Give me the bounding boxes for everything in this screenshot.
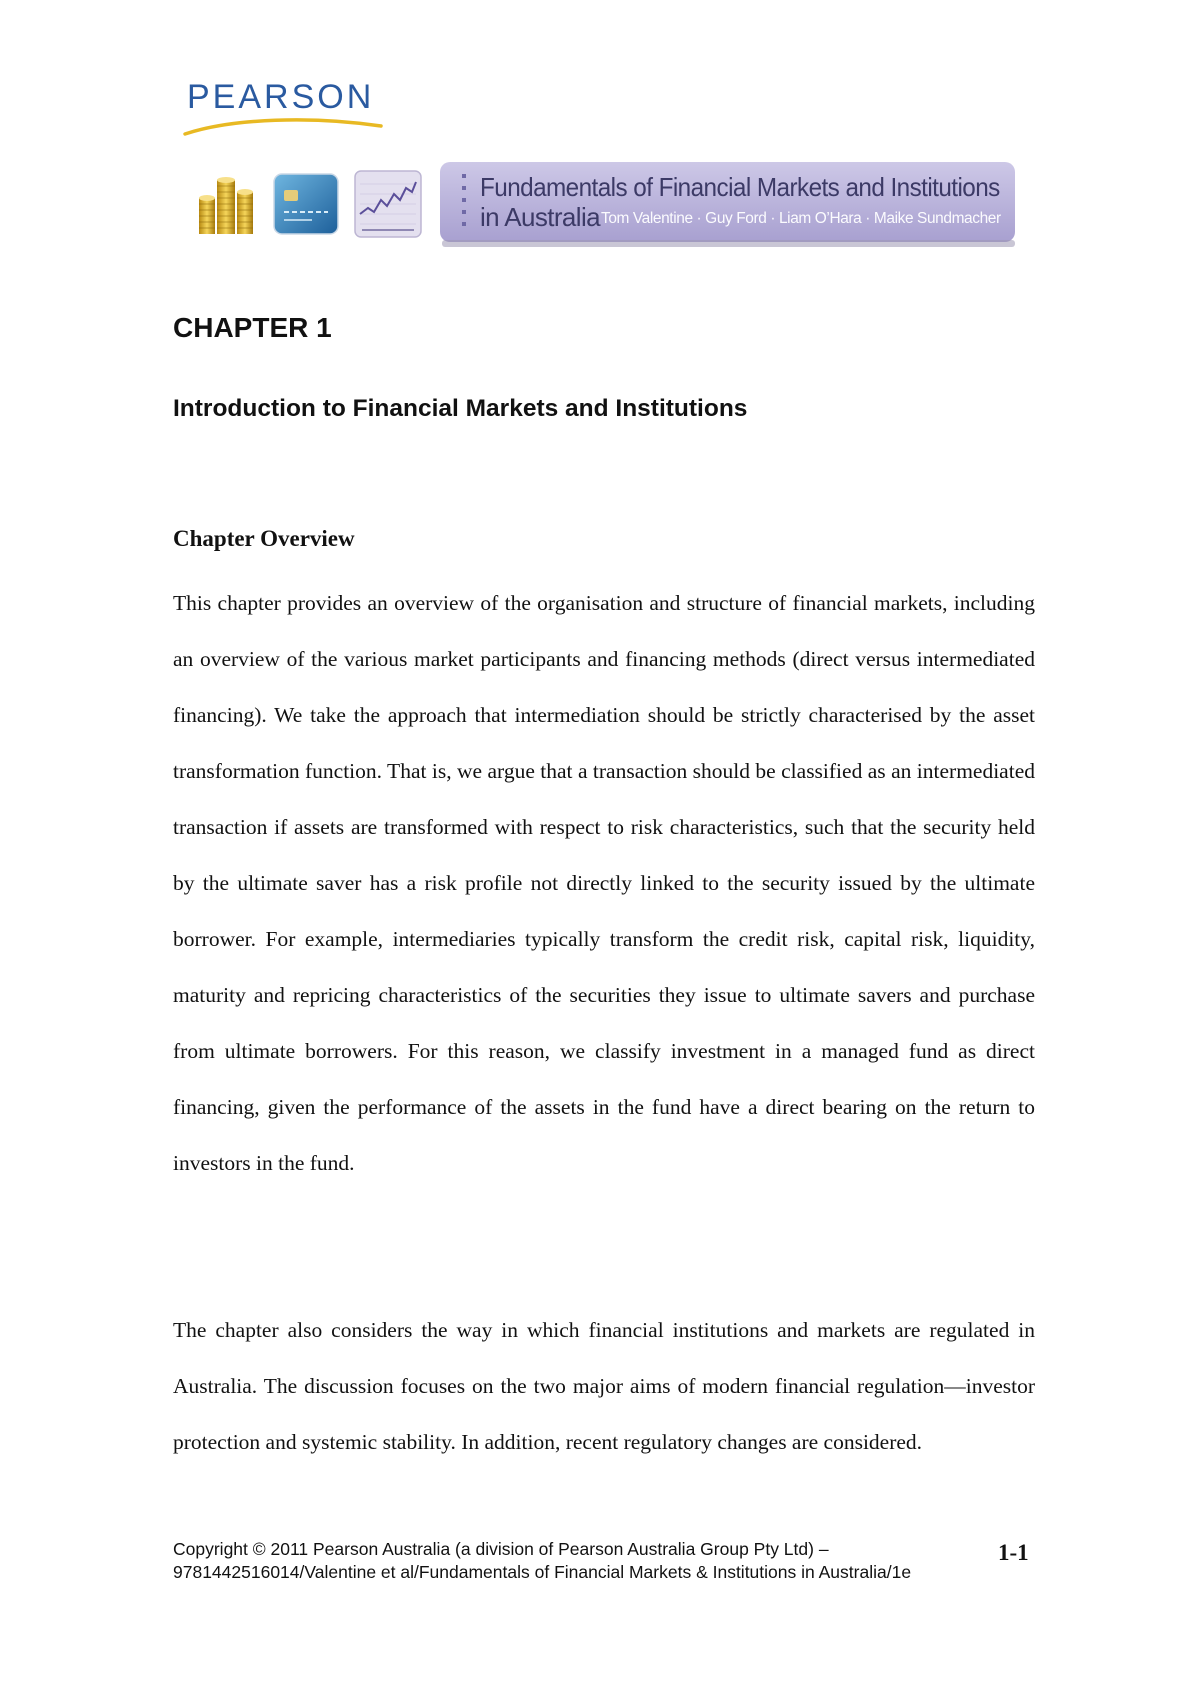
page-number: 1-1 [998,1540,1029,1565]
overview-paragraph-1: This chapter provides an overview of the organisation and structure of financial markets, including an overview of the various market participants and financing methods (direct versus intermediated financing). We take the approach that intermediation should be strictly characterised by the asset transformation function. That is, we argue that a transaction should be classified as an intermediated transaction if assets are transformed with respect to risk characteristics, such that the security held by the ultimate saver has a risk profile not directly linked to the security issued by the ultimate borrower. For example, intermediaries typically transform the credit risk, capital risk, liquidity, maturity and repricing characteristics of the securities they issue to ultimate savers and purchase from ultimate borrowers. For this reason, we classify investment in a managed fund as direct financing, given the performance of the assets in the fund have a direct bearing on the return to investors in the fund. [173,591,1035,1175]
chapter-title: Introduction to Financial Markets and Institutions [173,395,748,422]
book-title-banner [440,162,1015,250]
pearson-logo-text: PEARSON [187,78,375,116]
chapter-label: CHAPTER 1 [173,312,332,343]
banner-authors: Tom Valentine · Guy Ford · Liam O’Hara · Maike Sundmacher [601,210,1001,227]
footer-copyright: Copyright © 2011 Pearson Australia (a division of Pearson Australia Group Pty Ltd) – 9781442516014/Valentine et al/Fundamentals of Financial Markets & Institutions in Australia/1e [173,1539,912,1582]
banner-title-line-1: Fundamentals of Financial Markets and Institutions [480,172,1000,202]
pearson-logo [183,78,383,142]
overview-paragraph-2: The chapter also considers the way in which financial institutions and markets are regulated in Australia. The discussion focuses on the two major aims of modern financial regulation—investor protection and systemic stability. In addition, recent regulatory changes are considered. [173,1318,1035,1454]
banner-title-line-2: in Australia [480,202,600,232]
pearson-swoosh-icon [183,116,383,138]
section-heading: Chapter Overview [173,526,355,551]
stock-chart-icon [354,170,422,243]
credit-card-icon [272,170,342,243]
coins-icon [193,170,261,243]
